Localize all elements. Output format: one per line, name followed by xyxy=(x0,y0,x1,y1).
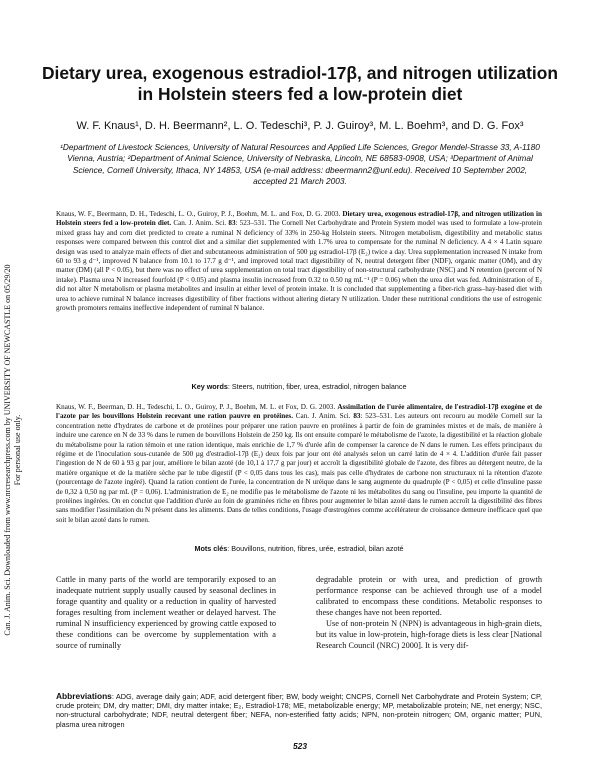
watermark-text xyxy=(3,264,23,635)
article-title: Dietary urea, exogenous estradiol-17β, and nitrogen utilization in Holstein steers fed a low-protein diet xyxy=(41,63,558,104)
resume-text: Les auteurs ont recouru au modèle Cornell sur la concentration nette d'hydrates de carbone et de protéines pour préparer une ration pauvre en protéines à partir de foin de graminées mixtes et de maïs, de manière à induire une carence en N de 33 % dans le rumen de bouvillons Holstein de 250 kg. Ils ont ensuite comparé le métabolisme de l'azote, la digestibilité et la réaction globale du métabolisme pour la ration témoin et une ration identique, mais enrichie de 1,7 % d'urée afin de compenser la carence de N dans le rumen. Les effets principaux du régime et de l'inoculation sous-cutanée de 500 µg d'estradiol-17β (E₂) deux fois par jour ont été analysés selon un carré latin de 4 × 4. L'addition d'urée fait passer l'ingestion de N de 60 à 93 g par jour, améliore le bilan azoté (de 10,1 à 17,7 g par jour) et accroît la digestibilité globale de l'azote, des fibres au détergent neutre, de la matière organique et de la matière sèche par le tube digestif (P < 0,05 dans tous les cas), mais pas celle d'hydrates de carbone non structuraux ni la rétention d'azote (pourcentage de l'azote ingéré). Quand la ration contient de l'urée, la concentration de N uréique dans le sang augmente du quadruple (P < 0,05) et celle d'insuline passe de 0,32 à 0,50 ng par mL (P = 0,06). L'administration de E₂ ne modifie pas le métabolisme de l'azote ni les métabolites du sang ou l'insuline, peu importe la quantité de protéines ingérées. On en conclut que l'addition d'urée au foin de graminées riche en fibres pour augmenter le bilan azoté dans le rumen accroît la digestibilité des fibres sans modifier l'assimilation du N présent dans les aliments. Dans de telles conditions, l'usage d'œstrogènes comme accélérateur de croissance demeure inefficace quel que soit le bilan azoté dans le rumen. xyxy=(56,412,542,524)
body-column-left xyxy=(56,574,276,651)
abstract-volume: 83 xyxy=(228,219,236,228)
abstract-citation: Knaus, W. F., Beermann, D. H., Tedeschi, L. O., Guiroy, P. J., Boehm, M. L. and Fox, D. G. 2003. xyxy=(56,210,343,218)
intro-paragraph: Cattle in many parts of the world are temporarily exposed to an inadequate nutrient supply usually caused by seasonal declines in forage quantity and quality or a reduction in quality of harvested forages resulting from inclement weather or delayed harvest. The ruminal N insufficiency experienced by growing cattle exposed to these conditions can be overcome by supplementation with a source of ruminally xyxy=(56,575,276,650)
resume-journal: Can. J. Anim. Sci. xyxy=(292,412,354,421)
watermark-line-2: For personal use only. xyxy=(13,414,22,486)
resume-citation-title: Assimilation de l'urée alimentaire, de l'estradiol-17β exogène et de l'azote par les bouvillons Holstein recevant une ration pauvre en protéines. xyxy=(56,403,542,421)
abstract-pages: : 523–531. xyxy=(235,219,267,228)
intro-paragraph-continued: degradable protein or with urea, and prediction of growth performance response can be achieved through use of a model calibrated to encompass these conditions. Metabolic responses to these changes have not been reported. xyxy=(316,575,542,617)
mots-cles xyxy=(56,544,542,554)
keywords-text: : Steers, nutrition, fiber, urea, estradiol, nitrogen balance xyxy=(227,382,407,391)
author-list: W. F. Knaus¹, D. H. Beermann², L. O. Tedeschi³, P. J. Guiroy³, M. L. Boehm³, and D. G. Fox³ xyxy=(76,120,524,132)
abbreviations-label: Abbreviations xyxy=(56,691,112,701)
download-watermark xyxy=(2,150,24,750)
body-column-right xyxy=(316,574,542,651)
abstract-journal: Can. J. Anim. Sci. xyxy=(171,219,229,228)
affiliations: ¹Department of Livestock Sciences, University of Natural Resources and Applied Life Sciences, Gregor Mendel-Strasse 33, A-1180 Vienna, Austria; ²Department of Animal Science, University of Nebraska, Lincoln, NE 68583-0908, USA; ³Department of Animal Science, Cornell University, Ithaca, NY 14853, USA (e-mail address: dbeermann2@unl.edu). Received 10 September 2002, accepted 21 March 2003. xyxy=(60,142,540,187)
resume-volume: 83 xyxy=(353,412,361,421)
mots-cles-text: : Bouvillons, nutrition, fibres, urée, estradiol, bilan azoté xyxy=(227,544,404,553)
abbreviations xyxy=(56,692,542,729)
abstract-text: The Cornell Net Carbohydrate and Protein System model was used to formulate a low-protein mixed grass hay and corn diet predicted to create a ruminal N deficiency of 33% in 250-kg Holstein steers. Nitrogen metabolism, digestibility and metabolic status responses were compared between this control diet and a similar diet supplemented with 1.7% urea to compensate for the ruminal N deficiency. A 4 × 4 Latin square design was used to analyze main effects of diet and subcutaneous administration of 500 µg estradiol-17β (E₂) twice a day. Urea supplementation increased N intake from 60 to 93 g d⁻¹, improved N balance from 10.1 to 17.7 g d⁻¹, and improved total tract digestibility of N, neutral detergent fiber (NDF), organic matter (OM), and dry matter (DM) (all P < 0.05), but there was no effect of urea supplementation on total tract digestibility of non-structural carbohydrate (NSC) and N retention (percent of N intake). Plasma urea N increased fourfold (P < 0.05) and plasma insulin increased from 0.32 to 0.50 ng mL⁻¹ (P = 0.06) when the urea diet was fed. Administration of E₂ did not alter N metabolism or plasma metabolites and insulin at either level of protein intake. It is concluded that supplementing a fiber-rich grass–hay-based diet with urea to achieve ruminal N balance increases digestibility of fiber fractions without altering dietary N utilization. Under these nutritional conditions the use of estrogenic growth promoters remains ineffective independent of ruminal N balance. xyxy=(56,219,543,313)
resume-citation: Knaus, W. F., Beerman, D. H., Tedeschi, L. O., Guiroy, P. J., Boehm, M. L. et Fox, D. G. 2003. xyxy=(56,403,338,411)
page-number: 523 xyxy=(293,741,307,751)
resume-pages: : 523–531. xyxy=(360,412,393,421)
abstract-citation-title: Dietary urea, exogenous estradiol-17β, and nitrogen utilization in Holstein steers fed a low-protein diet. xyxy=(56,210,542,228)
npn-paragraph: Use of non-protein N (NPN) is advantageous in high-grain diets, but its value in low-protein, high-forage diets is less clear [National Research Council (NRC) 2000]. It is very dif- xyxy=(316,619,542,650)
watermark-line-1: Can. J. Anim. Sci. Downloaded from www.nrcresearchpress.com by UNIVERSITY OF NEWCASTLE on 05/29/20 xyxy=(3,264,12,636)
abbreviations-text: : ADG, average daily gain; ADF, acid detergent fiber; BW, body weight; CNCPS, Cornell Net Carbohydrate and Protein System; CP, crude protein; DM, dry matter; DMI, dry matter intake; E₂, Estradiol-178; ME, metabolizable energy; MP, metabolizable protein; NE, net energy; NSC, non-structural carbohydrate; NDF, neutral detergent fiber; NEFA, non-esterified fatty acids; NPN, non-protein nitrogen; OM, organic matter; PUN, plasma urea nitrogen xyxy=(56,692,542,729)
keywords-label: Key words xyxy=(191,382,228,391)
abstract-english xyxy=(56,210,542,313)
abstract-french xyxy=(56,403,542,525)
keywords xyxy=(56,382,542,392)
mots-cles-label: Mots clés xyxy=(194,544,228,553)
